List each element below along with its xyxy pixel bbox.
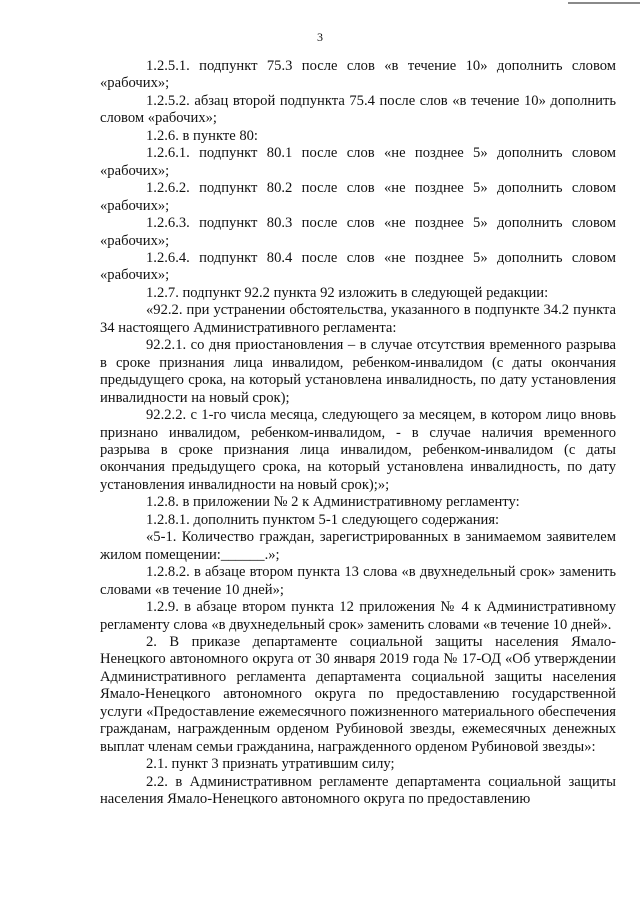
paragraph-92-2-2: 92.2.2. с 1-го числа месяца, следующего за месяцем, в котором лицо вновь признано инвалидом, ребенком-инвалидом, - в случае наличия временного разрыва в сроке признания лица инвалидом, ребенком-инвалидом (с даты окончания предыдущего срока, на который установлена инвалидность, по дату установления инвалидности на новый срок);»; xyxy=(100,407,616,493)
paragraph-2-2: 2.2. в Административном регламенте департамента социальной защиты населения Ямало-Ненецкого автономного округа по предоставлению xyxy=(100,773,616,808)
paragraph-2: 2. В приказе департаменте социальной защиты населения Ямало-Ненецкого автономного округа от 30 января 2019 года № 17-ОД «Об утверждении Административного регламента департамента социальной защиты населения Ямало-Ненецкого автономного округа по предоставлению государственной услуги «Предоставление ежемесячного пожизненного материального обеспечения гражданам, награжденным орденом Рубиновой звезды, ежемесячных денежных выплат членам семьи гражданина, награжденного орденом Рубиновой звезды»: xyxy=(100,633,616,755)
paragraph-1-2-6-2: 1.2.6.2. подпункт 80.2 после слов «не позднее 5» дополнить словом «рабочих»; xyxy=(100,180,616,214)
paragraph-1-2-6-1: 1.2.6.1. подпункт 80.1 после слов «не позднее 5» дополнить словом «рабочих»; xyxy=(100,145,616,179)
paragraph-1-2-8-1: 1.2.8.1. дополнить пунктом 5-1 следующего содержания: xyxy=(146,511,500,528)
paragraph-2-1: 2.1. пункт 3 признать утратившим силу; xyxy=(146,756,395,773)
document-body xyxy=(100,58,616,808)
paragraph-1-2-6: 1.2.6. в пункте 80: xyxy=(146,127,258,144)
paragraph-5-1: «5-1. Количество граждан, зарегистрированных в занимаемом заявителем жилом помещении:______.»; xyxy=(100,529,616,563)
paragraph-1-2-7: 1.2.7. подпункт 92.2 пункта 92 изложить в следующей редакции: xyxy=(146,284,549,301)
paragraph-1-2-5-1: 1.2.5.1. подпункт 75.3 после слов «в течение 10» дополнить словом «рабочих»; xyxy=(100,58,616,92)
paragraph-1-2-5-2: 1.2.5.2. абзац второй подпункта 75.4 после слов «в течение 10» дополнить словом «рабочих»; xyxy=(100,92,616,127)
page-number: 3 xyxy=(317,30,323,44)
paragraph-1-2-9: 1.2.9. в абзаце втором пункта 12 приложения № 4 к Административному регламенту слова «в двухнедельный срок» заменить словами «в течение 10 дней». xyxy=(100,599,616,633)
paragraph-1-2-6-3: 1.2.6.3. подпункт 80.3 после слов «не позднее 5» дополнить словом «рабочих»; xyxy=(100,215,616,249)
paragraph-1-2-8: 1.2.8. в приложении № 2 к Административному регламенту: xyxy=(146,494,520,511)
paragraph-1-2-8-2: 1.2.8.2. в абзаце втором пункта 13 слова «в двухнедельный срок» заменить словами «в течение 10 дней»; xyxy=(100,564,616,598)
paragraph-92-2-1: 92.2.1. со дня приостановления – в случае отсутствия временного разрыва в сроке признания лица инвалидом, ребенком-инвалидом (с даты окончания предыдущего срока, на который установлена инвалидность, по дату установления инвалидности на новый срок); xyxy=(100,337,616,406)
paragraph-92-2: «92.2. при устранении обстоятельства, указанного в подпункте 34.2 пункта 34 настоящего Административного регламента: xyxy=(100,302,616,336)
scan-edge-line xyxy=(568,2,640,4)
paragraph-1-2-6-4: 1.2.6.4. подпункт 80.4 после слов «не позднее 5» дополнить словом «рабочих»; xyxy=(100,249,616,284)
